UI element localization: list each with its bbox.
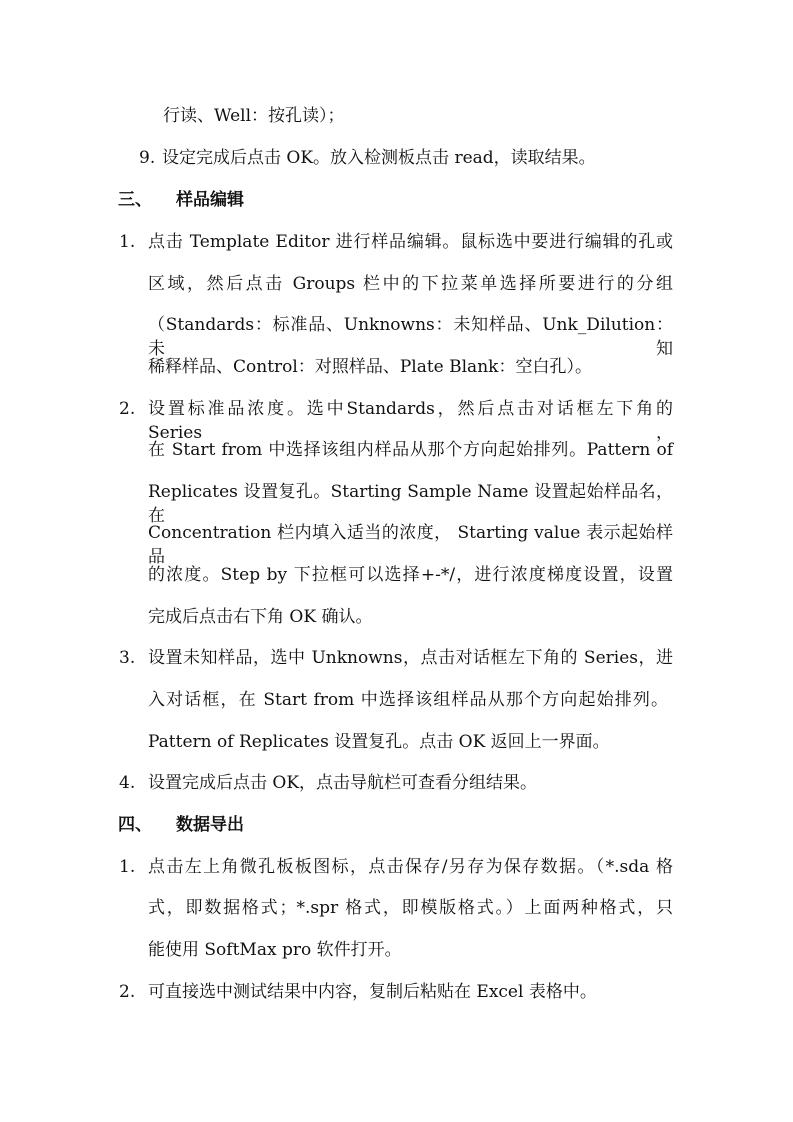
s4-item1-line2: 式，即数据格式；*.spr 格式，即模版格式。）上面两种格式，只 bbox=[148, 898, 673, 918]
s3-item2-line6: 完成后点击右下角 OK 确认。 bbox=[148, 607, 373, 627]
s4-item1-number: 1. bbox=[119, 857, 136, 877]
step8-continuation: 行读、Well：按孔读）； bbox=[163, 106, 345, 126]
section4-number: 四、 bbox=[118, 815, 152, 835]
s3-item2-line2: 在 Start from 中选择该组内样品从那个方向起始排列。Pattern of bbox=[148, 440, 673, 460]
s3-item4-number: 4. bbox=[119, 773, 136, 793]
s3-item4-line1: 设置完成后点击 OK，点击导航栏可查看分组结果。 bbox=[148, 773, 538, 793]
s3-item2-line3: Replicates 设置复孔。Starting Sample Name 设置起始样品名，在 bbox=[148, 482, 673, 526]
section4-title: 数据导出 bbox=[176, 815, 244, 835]
section3-number: 三、 bbox=[118, 190, 152, 210]
s4-item1-line3: 能使用 SoftMax pro 软件打开。 bbox=[148, 940, 402, 960]
s3-item2-line5: 的浓度。Step by 下拉框可以选择+-*/，进行浓度梯度设置，设置 bbox=[148, 565, 673, 585]
s3-item1-number: 1. bbox=[119, 232, 136, 252]
s3-item1-line2: 区域，然后点击 Groups 栏中的下拉菜单选择所要进行的分组 bbox=[148, 274, 673, 294]
s3-item2-number: 2. bbox=[119, 399, 136, 419]
s4-item1-line1: 点击左上角微孔板板图标，点击保存/另存为保存数据。（*.sda 格 bbox=[148, 857, 673, 877]
s3-item1-line1: 点击 Template Editor 进行样品编辑。鼠标选中要进行编辑的孔或 bbox=[148, 232, 673, 252]
s3-item2-line4: Concentration 栏内填入适当的浓度， Starting value 表示起始样品 bbox=[148, 523, 673, 567]
s3-item1-line4: 稀释样品、Control：对照样品、Plate Blank：空白孔）。 bbox=[148, 357, 592, 377]
s3-item2-line1: 设置标准品浓度。选中Standards，然后点击对话框左下角的Series， bbox=[148, 399, 673, 443]
s3-item3-line3: Pattern of Replicates 设置复孔。点击 OK 返回上一界面。 bbox=[148, 732, 610, 752]
s3-item3-line1: 设置未知样品，选中 Unknowns，点击对话框左下角的 Series，进 bbox=[148, 648, 673, 668]
s4-item2-number: 2. bbox=[119, 982, 136, 1002]
step9-text: 设定完成后点击 OK。放入检测板点击 read，读取结果。 bbox=[162, 148, 596, 168]
step9-number: 9. bbox=[139, 148, 156, 168]
s3-item3-number: 3. bbox=[119, 648, 136, 668]
s3-item1-line3: （Standards：标准品、Unknowns：未知样品、Unk_Dilution：未知 bbox=[148, 315, 673, 359]
section3-title: 样品编辑 bbox=[176, 190, 244, 210]
s3-item3-line2: 入对话框，在 Start from 中选择该组样品从那个方向起始排列。 bbox=[148, 690, 668, 710]
s4-item2-line1: 可直接选中测试结果中内容，复制后粘贴在 Excel 表格中。 bbox=[148, 982, 597, 1002]
